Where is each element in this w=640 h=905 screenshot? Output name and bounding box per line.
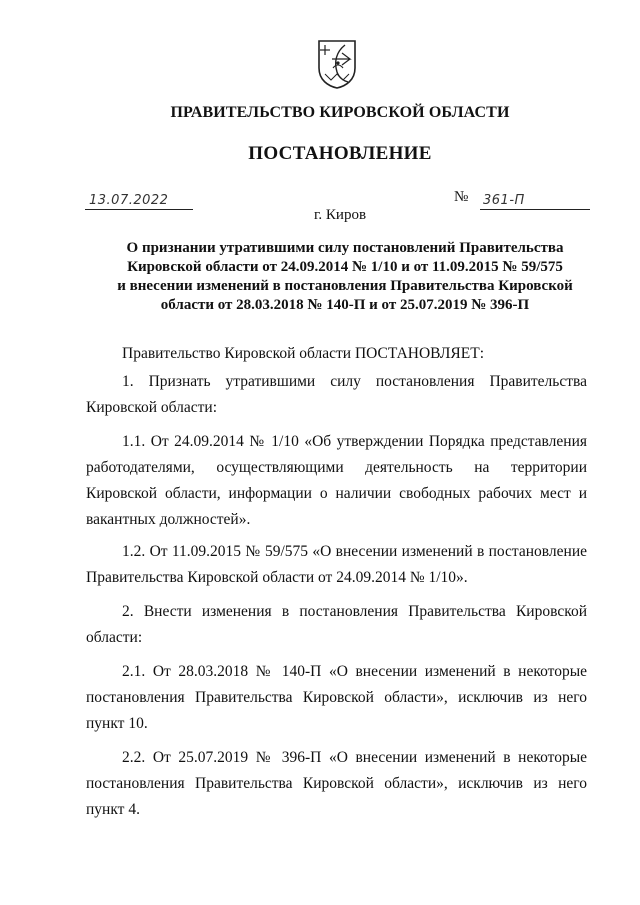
item-1-paragraph: 1. Признать утратившими силу постановления Правительства Кировской области: (86, 373, 587, 416)
document-subject (95, 239, 595, 315)
subject-line: и внесении изменений в постановления Правительства Кировской (117, 278, 573, 294)
document-date: 13.07.2022 (89, 193, 169, 208)
document-type-title: ПОСТАНОВЛЕНИЕ (248, 143, 432, 164)
number-sign: № (454, 189, 469, 205)
item-2-paragraph: 2. Внести изменения в постановления Правительства Кировской области: (86, 603, 587, 646)
document-number: 361-П (483, 193, 525, 208)
item-1-2-paragraph: 1.2. От 11.09.2015 № 59/575 «О внесении изменений в постановление Правительства Кировской области от 24.09.2014 № 1/10». (86, 543, 587, 586)
city-line: г. Киров (313, 207, 367, 223)
preamble-paragraph: Правительство Кировской области ПОСТАНОВЛЯЕТ: (122, 345, 485, 362)
coat-of-arms-icon (316, 38, 358, 90)
item-1-1-paragraph: 1.1. От 24.09.2014 № 1/10 «Об утверждении Порядка представления работодателями, осуществляющими деятельность на территории Кировской области, информации о наличии свободных рабочих мест и вакантных должностей». (86, 433, 587, 528)
subject-line: области от 28.03.2018 № 140-П и от 25.07.2019 № 396-П (160, 297, 530, 313)
subject-line: О признании утратившими силу постановлений Правительства (126, 240, 564, 256)
subject-line: Кировской области от 24.09.2014 № 1/10 и от 11.09.2015 № 59/575 (127, 259, 563, 275)
document-body (86, 341, 587, 823)
item-2-1-paragraph: 2.1. От 28.03.2018 № 140-П «О внесении изменений в некоторые постановления Правительства Кировской области», исключив из него пункт 10. (86, 663, 587, 732)
item-2-2-paragraph: 2.2. От 25.07.2019 № 396-П «О внесении изменений в некоторые постановления Правительства Кировской области», исключив из него пункт 4. (86, 749, 587, 818)
organization-title: ПРАВИТЕЛЬСТВО КИРОВСКОЙ ОБЛАСТИ (170, 104, 510, 121)
